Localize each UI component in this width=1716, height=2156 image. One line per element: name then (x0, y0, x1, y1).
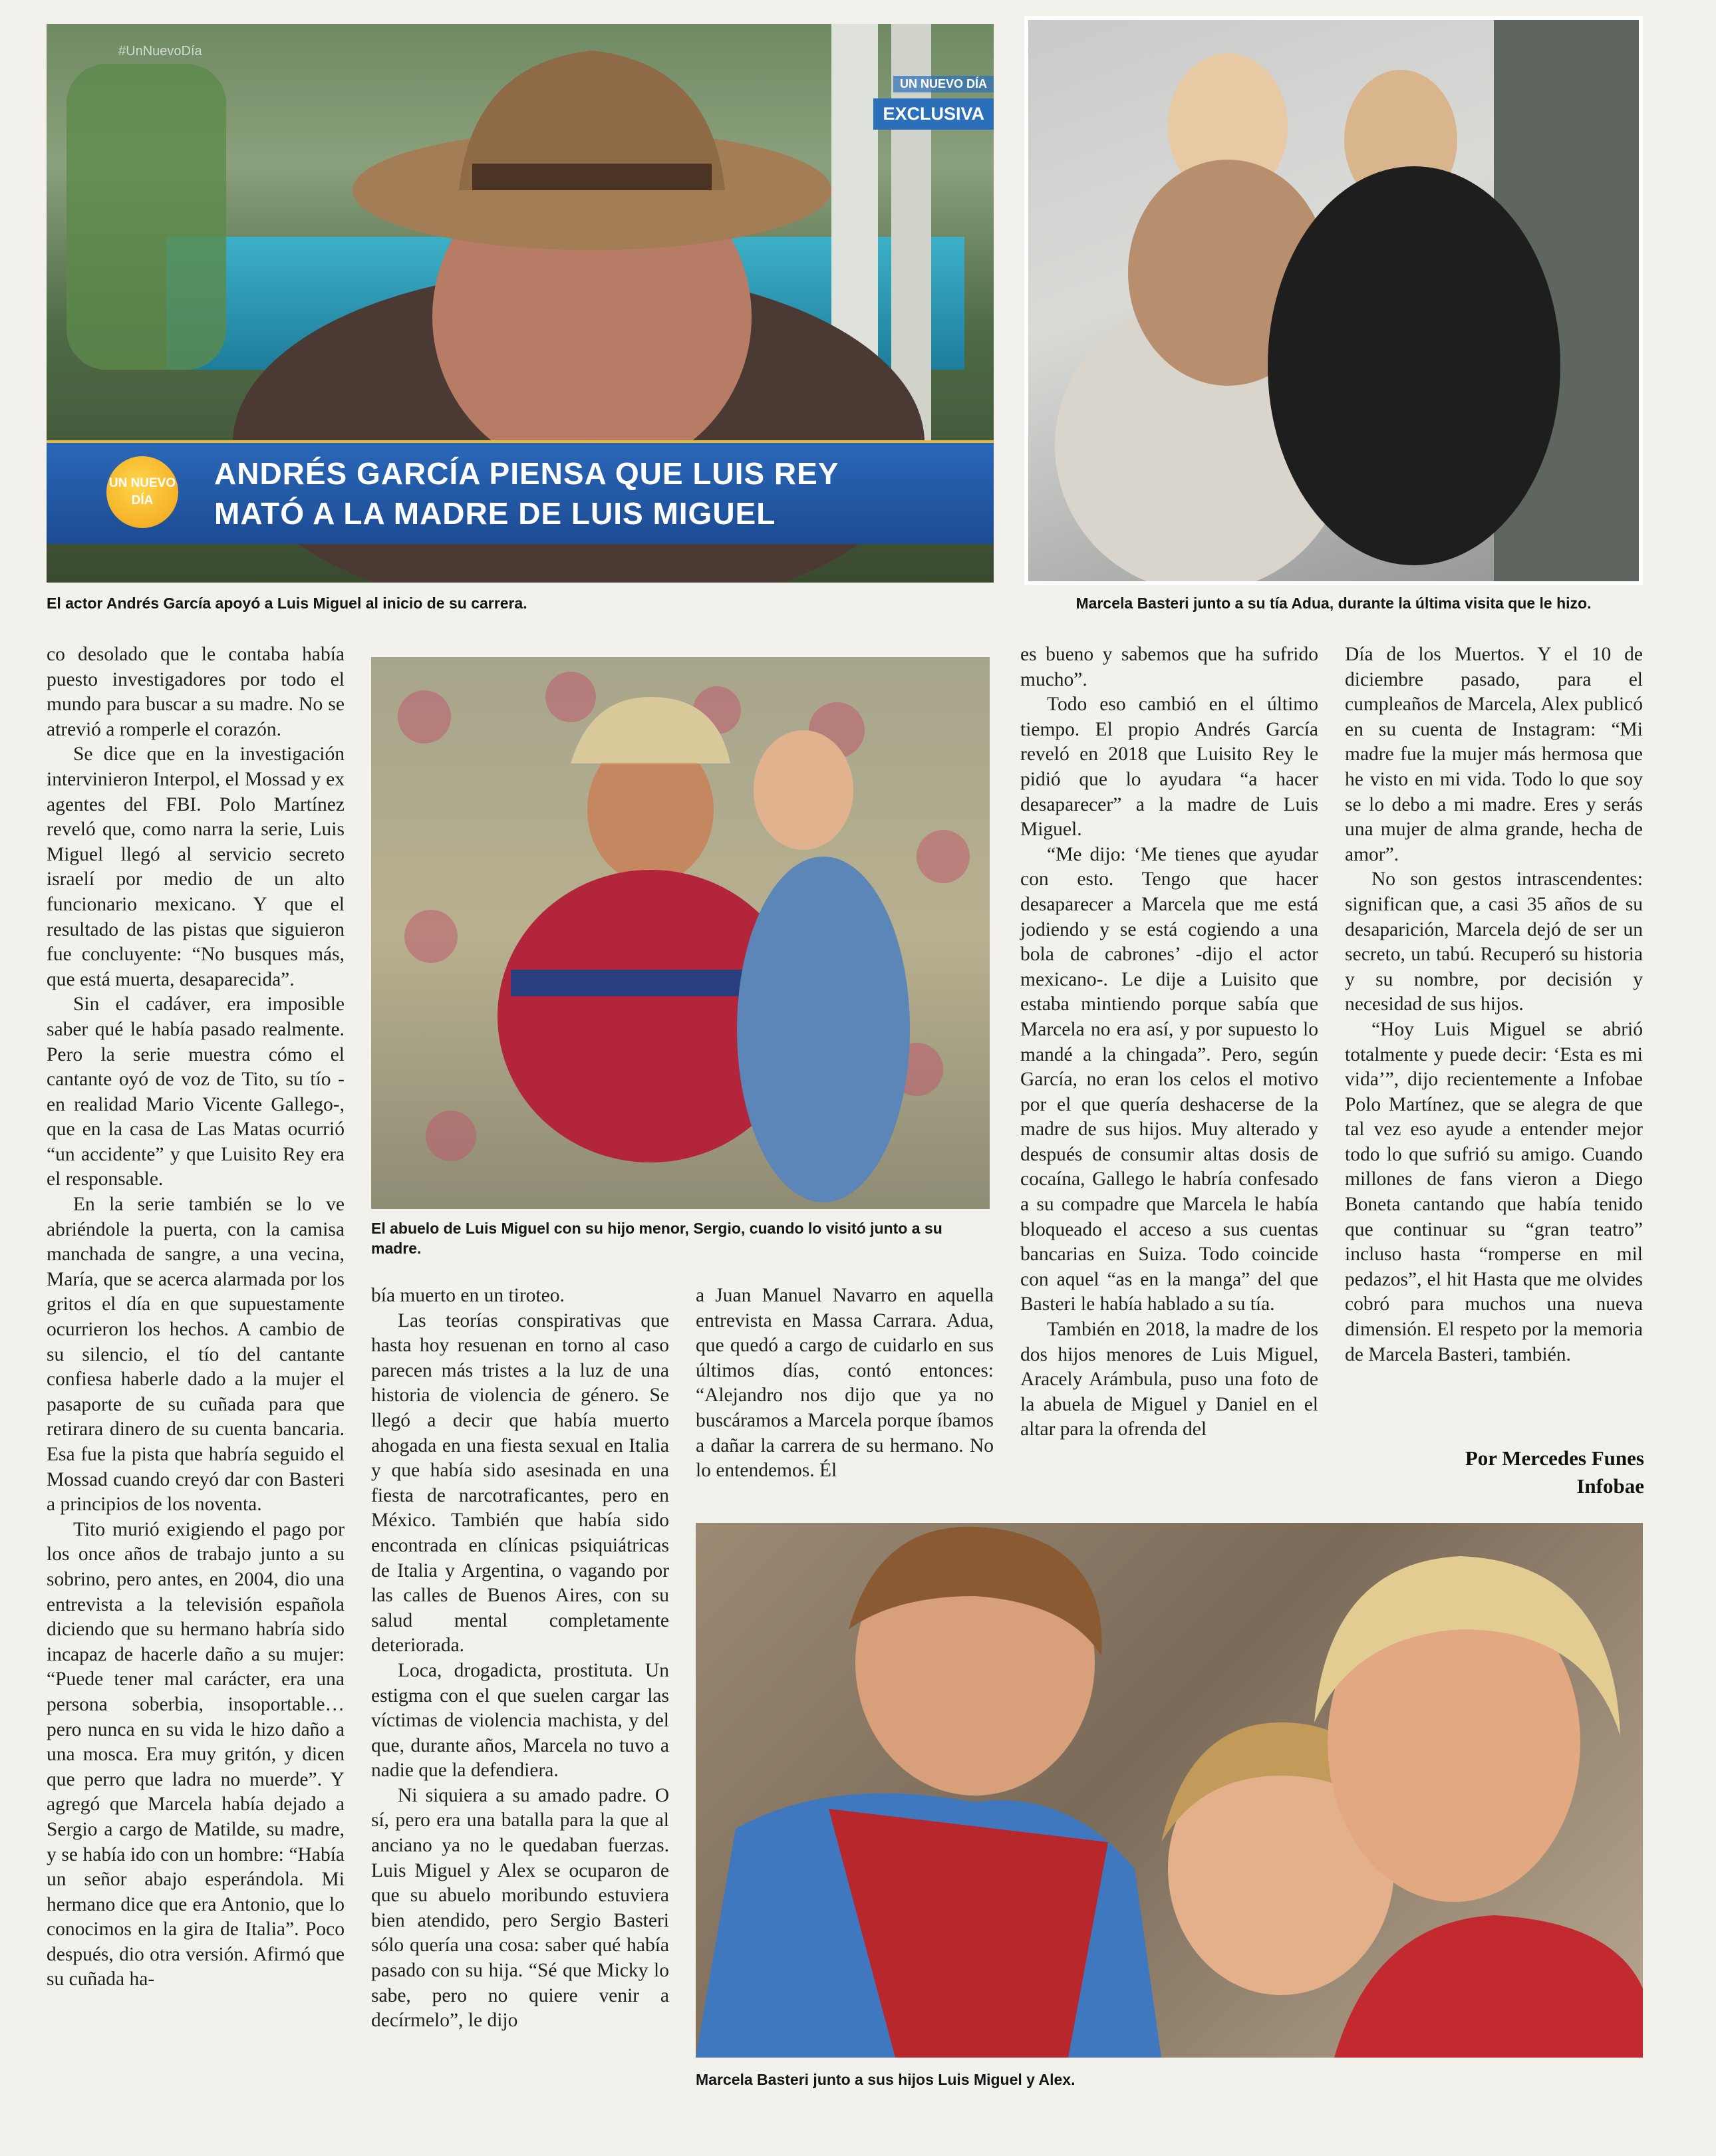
paragraph: Sin el cadáver, era imposible saber qué le había pasado realmente. Pero la serie muestra cómo el cantante oyó de voz de Tito, su tío -en realidad Mario Vicente Gallego-, que en la casa de Las Matas ocurrió “un accidente” y que Luisito Rey era el responsable. (47, 994, 345, 1190)
tv-exclusive-label: EXCLUSIVA (873, 98, 994, 130)
tv-lower-third (47, 440, 994, 544)
show-logo: UN NUEVO DÍA (106, 456, 178, 528)
paragraph: En la serie también se lo ve abriéndole la puerta, con la camisa manchada de sangre, a una vecina, María, que se acerca alarmada por los gritos el día en que supuestamente ocurrieron los hechos. A cambio de su silencio, el tío del cantante confiesa haberle dado a la mujer el pasaporte de su cuñada para que retirara dinero de su cuenta bancaria. Esa fue la pista que habría seguido el Mossad cuando creyó dar con Basteri a principios de los noventa. (47, 1194, 345, 1516)
paragraph: bía muerto en un tiroteo. (371, 1285, 565, 1306)
article-column-4 (1020, 642, 1318, 1442)
photo-marcela-hijos (696, 1523, 1643, 2058)
photo-andres-garcia (47, 24, 994, 583)
paragraph: Ni siquiera a su amado padre. O sí, pero era una batalla para la que al anciano ya no le quedaban fuerzas. Luis Miguel y Alex se ocuparon de que su abuelo moribundo estuviera bien atendido, pero Sergio Basteri sólo quería una cosa: saber qué había pasado con su hija. “Sé que Micky lo sabe, pero no quiere venir a decírmelo”, le dijo (371, 1784, 669, 2032)
caption-abuelo-sergio: El abuelo de Luis Miguel con su hijo menor, Sergio, cuando lo visitó junto a su madre. (371, 1220, 942, 1257)
article-column-1 (47, 642, 345, 1992)
caption-andres-garcia: El actor Andrés García apoyó a Luis Miguel al inicio de su carrera. (47, 595, 527, 612)
tv-headline (214, 454, 839, 533)
paragraph: No son gestos intrascendentes: significan que, a casi 35 años de su desaparición, Marcela dejó de ser un secreto, un tabú. Recuperó su historia y su nombre, por decisión y necesidad de sus hijos. (1345, 869, 1643, 1015)
paragraph: Se dice que en la investigación intervinieron Interpol, el Mossad y ex agentes del FBI. Polo Martínez reveló que, como narra la serie, Luis Miguel llegó al servicio secreto israelí por medio de un alto funcionario mexicano. Y que el resultado de las pistas que siguieron fue concluyente: “No busques más, que está muerta, desaparecida”. (47, 743, 345, 990)
paragraph: Todo eso cambió en el último tiempo. El propio Andrés García reveló en 2018 que Luisito Rey le pidió que lo ayudara “a hacer desaparecer” a la madre de Luis Miguel. (1020, 694, 1318, 841)
caption-marcela-hijos: Marcela Basteri junto a sus hijos Luis Miguel y Alex. (696, 2071, 1075, 2088)
paragraph: Las teorías conspirativas que hasta hoy resuenan en torno al caso parecen más tristes a la luz de una historia de violencia de género. Se llegó a decir que había muerto ahogada en una fiesta sexual en Italia y que había sido asesinada en una fiesta de narcotraficantes, pero en México. También que había sido encontrada en clínicas psiquiátricas de Italia y Argentina, o vagando por las calles de Buenos Aires, con su salud mental completamente deteriorada. (371, 1309, 669, 1657)
article-column-5 (1345, 642, 1643, 1367)
paragraph: “Me dijo: ‘Me tienes que ayudar con esto. Tengo que hacer desaparecer a Marcela que me está jodiendo y se está cogiendo a una bola de cabrones’ -dijo el actor mexicano-. Le dije a Luisito que estaba mintiendo porque sabía que Marcela no era así, y por supuesto lo mandé a la chingada”. Pero, según García, no eran los celos el motivo por el que quería deshacerse de la madre de sus hijos. Muy alterado y después de consumir altas dosis de cocaína, Gallego le habría confesado a su compadre que Marcela le había bloqueado el acceso a sus cuentas bancarias en Suiza. Todo coincide con aquel “as en la manga” del que Basteri le había hablado a su tía. (1020, 843, 1318, 1315)
paragraph: Tito murió exigiendo el pago por los once años de trabajo junto a su sobrino, pero antes, en 2004, dio una entrevista a la televisión española diciendo que su hermano habría sido incapaz de hacerle daño a su mujer: “Puede tener mal carácter, era una persona soberbia, insoportable… pero nunca en su vida le hizo daño a una mosca. Era muy gritón, y dicen que perro que ladra no muerde”. Y agregó que Marcela había dejado a Sergio a cargo de Matilde, su madre, y se había ido con un hombre: “Había un señor abajo esperándola. Mi hermano dice que era Antonio, que lo conocimos en la gira de Italia”. Poco después, dio otra versión. Afirmó que su cuñada ha- (47, 1518, 345, 1990)
article-column-2 (371, 1283, 669, 2034)
article-column-3 (696, 1283, 994, 1484)
paragraph: co desolado que le contaba había puesto investigadores por todo el mundo para buscar a su madre. No se atrevió a romperle el corazón. (47, 644, 345, 740)
paragraph: “Hoy Luis Miguel se abrió totalmente y puede decir: ‘Esta es mi vida’”, dijo recientemente a Infobae Polo Martínez, que se alegra de que tal vez eso ayude a entender mejor todo lo que sufrió su amigo. Cuando millones de fans vieron a Diego Boneta cantando que había tenido que continuar su “gran teatro” incluso hasta “romperse en mil pedazos”, el hit Hasta que me olvides cobró para muchos una nueva dimensión. El respeto por la memoria de Marcela Basteri, también. (1345, 1018, 1643, 1365)
photo-abuelo-sergio (371, 657, 990, 1209)
photo-scene (1028, 20, 1639, 581)
tv-hashtag: #UnNuevoDía (118, 44, 202, 59)
tv-headline-line2: MATÓ A LA MADRE DE LUIS MIGUEL (214, 496, 776, 531)
paragraph: es bueno y sabemos que ha sufrido mucho”. (1020, 644, 1318, 690)
tv-headline-line1: ANDRÉS GARCÍA PIENSA QUE LUIS REY (214, 456, 839, 491)
source-name: Infobae (1576, 1474, 1644, 1498)
paragraph: a Juan Manuel Navarro en aquella entrevista en Massa Carrara. Adua, que quedó a cargo de cuidarlo en sus últimos días, contó entonces: “Alejandro nos dijo que ya no buscáramos a Marcela porque íbamos a dañar la carrera de su hermano. No lo entendemos. Él (696, 1285, 994, 1482)
photo-marcela-adua (1024, 16, 1643, 585)
paragraph: También en 2018, la madre de los dos hijos menores de Luis Miguel, Aracely Arámbula, puso una foto de la abuela de Miguel y Daniel en el altar para la ofrenda del (1020, 1319, 1318, 1440)
author-name: Por Mercedes Funes (1465, 1446, 1644, 1470)
caption-marcela-adua: Marcela Basteri junto a su tía Adua, durante la última visita que le hizo. (1075, 595, 1592, 612)
paragraph: Día de los Muertos. Y el 10 de diciembre pasado, para el cumpleaños de Marcela, Alex publicó en su cuenta de Instagram: “Mi madre fue la mujer más hermosa que he visto en mi vida. Todo lo que soy se lo debo a mi madre. Eres y serás una mujer de alma grande, hecha de amor”. (1345, 644, 1643, 865)
photo-scene (371, 657, 990, 1209)
photo-scene (696, 1523, 1643, 2058)
paragraph: Loca, drogadicta, prostituta. Un estigma con el que suelen cargar las víctimas de violencia machista, y del que, durante años, Marcela no tuvo a nadie que la defendiera. (371, 1659, 669, 1782)
tv-brand-label: UN NUEVO DÍA (893, 76, 994, 92)
byline (1465, 1444, 1644, 1500)
